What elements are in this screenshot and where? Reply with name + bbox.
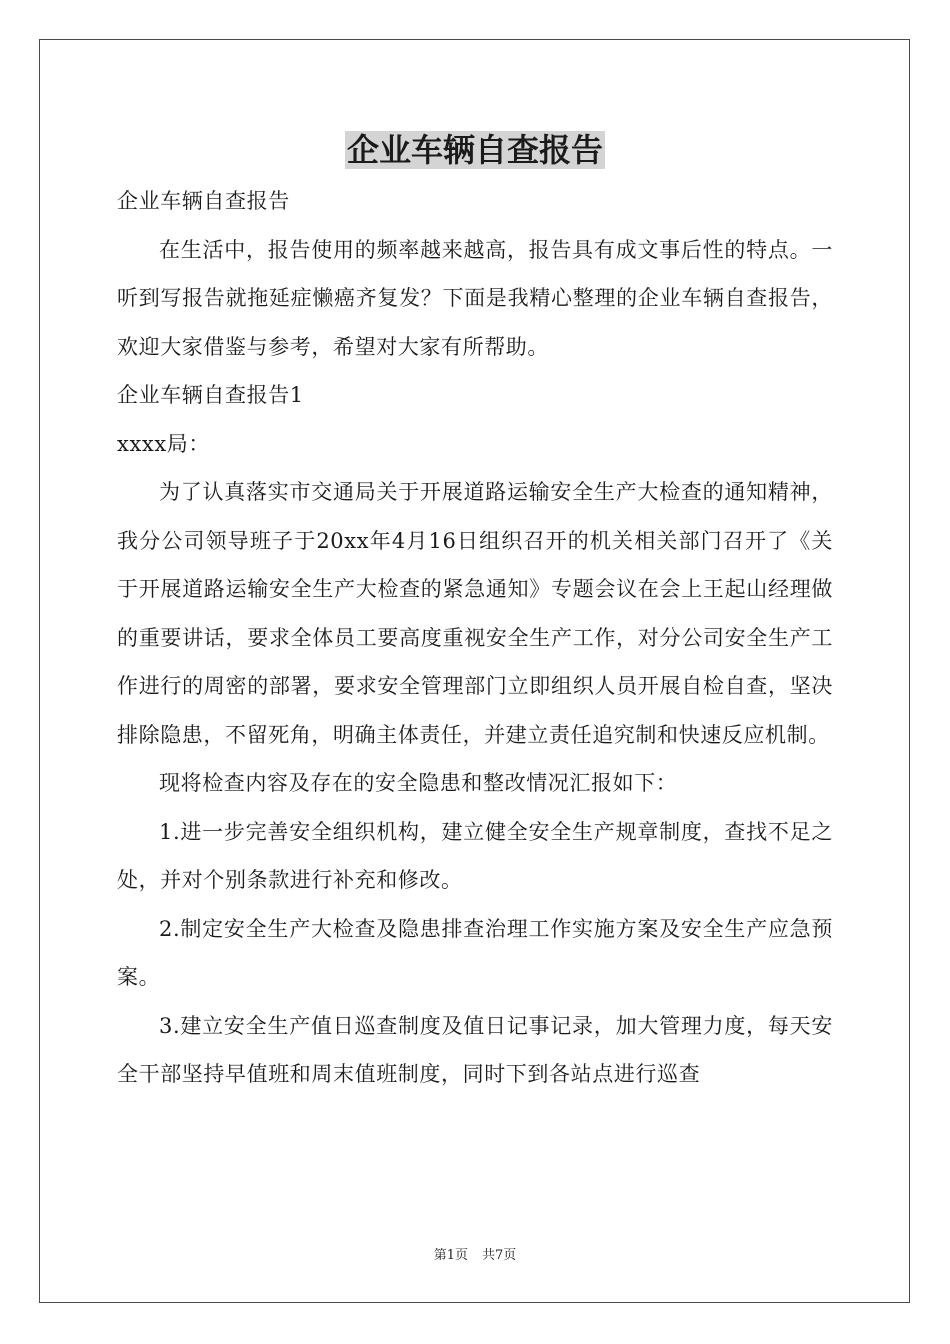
page-number: 第1页 [433, 1248, 468, 1263]
page-footer [0, 1247, 950, 1265]
document-title-text: 企业车辆自查报告 [346, 131, 603, 169]
document-body [117, 177, 833, 1099]
body-paragraph: 为了认真落实市交通局关于开展道路运输安全生产大检查的通知精神，我分公司领导班子于20xx年4月16日组织召开的机关相关部门召开了《关于开展道路运输安全生产大检查的紧急通知》专题会议在会上王起山经理做的重要讲话，要求全体员工要高度重视安全生产工作，对分公司安全生产工作进行的周密的部署，要求安全管理部门立即组织人员开展自检自查，坚决排除隐患，不留死角，明确主体责任，并建立责任追究制和快速反应机制。 [117, 480, 833, 747]
salutation: xxxx局： [117, 431, 210, 456]
list-item-2: 2.制定安全生产大检查及隐患排查治理工作实施方案及安全生产应急预案。 [117, 916, 833, 989]
list-item-3: 3.建立安全生产值日巡查制度及值日记事记录，加大管理力度，每天安全干部坚持早值班和周末值班制度，同时下到各站点进行巡查 [117, 1013, 833, 1086]
body-paragraph: 现将检查内容及存在的安全隐患和整改情况汇报如下： [159, 771, 678, 795]
subtitle-paragraph: 企业车辆自查报告 [117, 189, 290, 213]
list-item-1: 1.进一步完善安全组织机构，建立健全安全生产规章制度，查找不足之处，并对个别条款进行补充和修改。 [117, 819, 833, 892]
section-heading: 企业车辆自查报告1 [117, 383, 304, 407]
document-title [0, 128, 950, 172]
intro-paragraph: 在生活中，报告使用的频率越来越高，报告具有成文事后性的特点。一听到写报告就拖延症懒癌齐复发？下面是我精心整理的企业车辆自查报告，欢迎大家借鉴与参考，希望对大家有所帮助。 [117, 237, 833, 359]
page-total: 共7页 [482, 1248, 517, 1263]
